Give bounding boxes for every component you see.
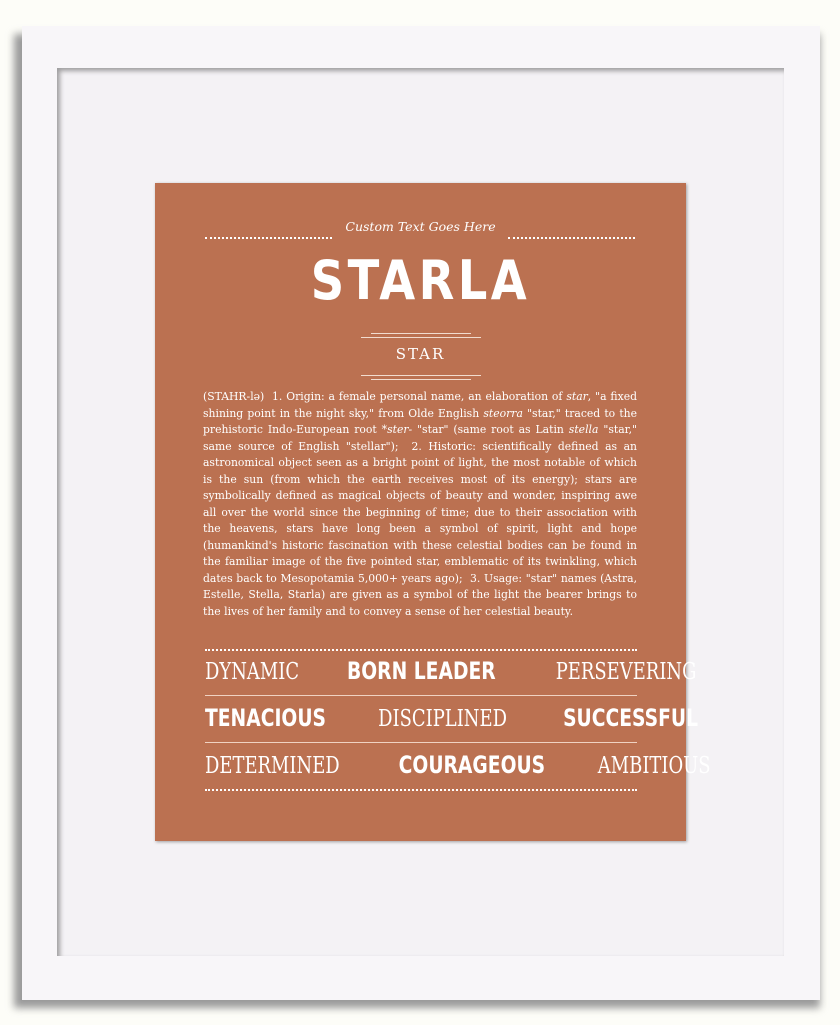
origin-steorra-word: steorra — [483, 406, 523, 420]
trait-successful: SUCCESSFUL — [563, 704, 699, 732]
name-definition — [203, 389, 637, 620]
origin-text-3: "star," traced to the prehistoric Indo-European root — [203, 406, 638, 436]
usage-label: 3. Usage: — [470, 571, 523, 585]
origin-text-5: "star," same source of English "stellar"); — [203, 423, 638, 453]
trait-ambitious: AMBITIOUS — [597, 753, 711, 779]
pronunciation: (STAHR-lə) — [203, 390, 265, 403]
traits-rule-2 — [205, 742, 637, 743]
origin-ster-root: *ster- — [381, 423, 413, 436]
trait-tenacious: TENACIOUS — [205, 704, 327, 732]
origin-stella-word: stella — [568, 423, 599, 436]
historic-label: 2. Historic: — [411, 439, 476, 453]
custom-text: Custom Text Goes Here — [345, 219, 496, 234]
trait-courageous: COURAGEOUS — [398, 751, 545, 779]
header-dotted-rule-right — [508, 237, 635, 239]
usage-text: "star" names (Astra, Estelle, Stella, Starla) are given as a symbol of the light the bearer brings to the lives of her family and to convey a sense of her celestial beauty. — [203, 571, 638, 618]
meaning-rule-top-2 — [361, 337, 481, 338]
historic-text: scientifically defined as an astronomical object seen as a bright point of light, the most notable of which is the sun (from which the earth receives most of its energy); stars are symbolically defined as magical objects of beauty and wonder, inspiring awe all over the world since the beginning of time; due to their association with the heavens, stars have long been a symbol of spirit, light and hope (humankind's historic fascination with these celestial bodies can be found in the familiar image of the five pointed star, emblematic of its twinkling, which dates back to Mesopotamia 5,000+ years ago); — [203, 439, 637, 585]
meaning-rule-bottom-2 — [371, 379, 471, 380]
traits-row-2 — [205, 704, 699, 732]
traits-rule-1 — [205, 695, 637, 696]
origin-text-1: a female personal name, an elaboration of — [328, 390, 563, 403]
trait-persevering: PERSEVERING — [555, 659, 697, 685]
trait-dynamic: DYNAMIC — [205, 659, 300, 685]
origin-text-2: , "a fixed shining point in the night sky," from Olde English — [203, 390, 637, 420]
name-print — [155, 183, 711, 841]
name-meaning: STAR — [395, 345, 446, 363]
meaning-rule-top-1 — [371, 333, 471, 334]
origin-text-4: "star" (same root as Latin — [417, 423, 564, 436]
trait-disciplined: DISCIPLINED — [378, 706, 508, 732]
meaning-rule-bottom-1 — [361, 375, 481, 376]
name-title: STARLA — [310, 249, 531, 312]
header-dotted-rule-left — [205, 237, 332, 239]
traits-dotted-rule-top — [205, 649, 637, 651]
origin-label: 1. Origin: — [272, 390, 325, 403]
origin-star-word: star — [566, 390, 588, 403]
traits-row-3 — [205, 751, 711, 779]
traits-dotted-rule-bottom — [205, 789, 637, 791]
trait-determined: DETERMINED — [205, 753, 340, 779]
traits-row-1 — [205, 657, 697, 685]
trait-born-leader: BORN LEADER — [346, 657, 496, 685]
